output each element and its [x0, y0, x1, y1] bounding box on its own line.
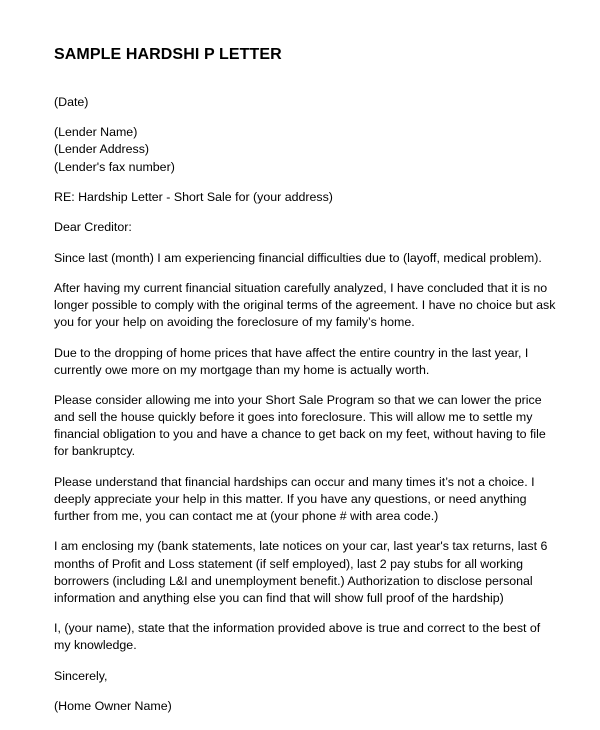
paragraph-line: (Home Owner Name): [54, 699, 172, 713]
letter-paragraph: [54, 94, 554, 111]
paragraph-line: and sell the house quickly before it goes into foreclosure. This will allow me to settle my: [54, 410, 533, 425]
paragraph-line: longer possible to comply with the original terms of the agreement. I have no choice but ask: [54, 298, 556, 313]
paragraph-line: I am enclosing my (bank statements, late notices on your car, last year's tax returns, last 6: [54, 539, 548, 554]
paragraph-line: After having my current financial situation carefully analyzed, I have concluded that it is no: [54, 281, 548, 296]
paragraph-line: months of Profit and Loss statement (if self employed), last 2 pay stubs for all working: [54, 556, 523, 571]
letter-paragraph: [54, 668, 554, 685]
paragraph-line: Sincerely,: [54, 668, 108, 683]
paragraph-line: Since last (month) I am experiencing financial difficulties due to (layoff, medical problem).: [54, 250, 542, 265]
letter-body: [54, 94, 554, 728]
paragraph-line: RE: Hardship Letter - Short Sale for (your address): [54, 189, 333, 204]
letter-paragraph: [54, 280, 554, 331]
letter-paragraph: [54, 189, 554, 206]
paragraph-line: (Lender's fax number): [54, 159, 175, 174]
letter-paragraph: [54, 698, 554, 715]
paragraph-line: Please consider allowing me into your Short Sale Program so that we can lower the price: [54, 393, 542, 408]
letter-paragraph: [54, 620, 554, 654]
paragraph-line: Due to the dropping of home prices that have affect the entire country in the last year, I: [54, 345, 529, 360]
letter-title: SAMPLE HARDSHI P LETTER: [54, 46, 282, 63]
paragraph-line: currently owe more on my mortgage than my home is actually worth.: [54, 362, 430, 377]
paragraph-line: financial obligation to you and have a chance to get back on my feet, without having to file: [54, 427, 546, 442]
paragraph-line: for bankruptcy.: [54, 444, 136, 459]
paragraph-line: (Lender Name): [54, 125, 138, 140]
letter-paragraph: [54, 345, 554, 379]
letter-paragraph: [54, 392, 554, 460]
paragraph-line: (Lender Address): [54, 142, 150, 157]
paragraph-line: Dear Creditor:: [54, 220, 132, 235]
paragraph-line: my knowledge.: [54, 638, 137, 653]
letter-paragraph: [54, 474, 554, 525]
letter-paragraph: [54, 124, 554, 175]
letter-paragraph: [54, 250, 554, 267]
paragraph-line: borrowers (including L&I and unemployment benefit.) Authorization to disclose personal: [54, 573, 533, 588]
letter-paragraph: [54, 538, 554, 606]
paragraph-line: further from me, you can contact me at (your phone # with area code.): [54, 509, 439, 524]
paragraph-line: Please understand that financial hardships can occur and many times it’s not a choice. I: [54, 474, 535, 489]
paragraph-line: information and anything else you can find that will show full proof of the hardship): [54, 590, 504, 605]
paragraph-line: I, (your name), state that the information provided above is true and correct to the best of: [54, 621, 541, 636]
paragraph-line: deeply appreciate your help in this matter. If you have any questions, or need anything: [54, 491, 527, 506]
letter-paragraph: [54, 219, 554, 236]
paragraph-line: you for your help on avoiding the foreclosure of my family’s home.: [54, 315, 415, 330]
paragraph-line: (Date): [54, 95, 89, 109]
